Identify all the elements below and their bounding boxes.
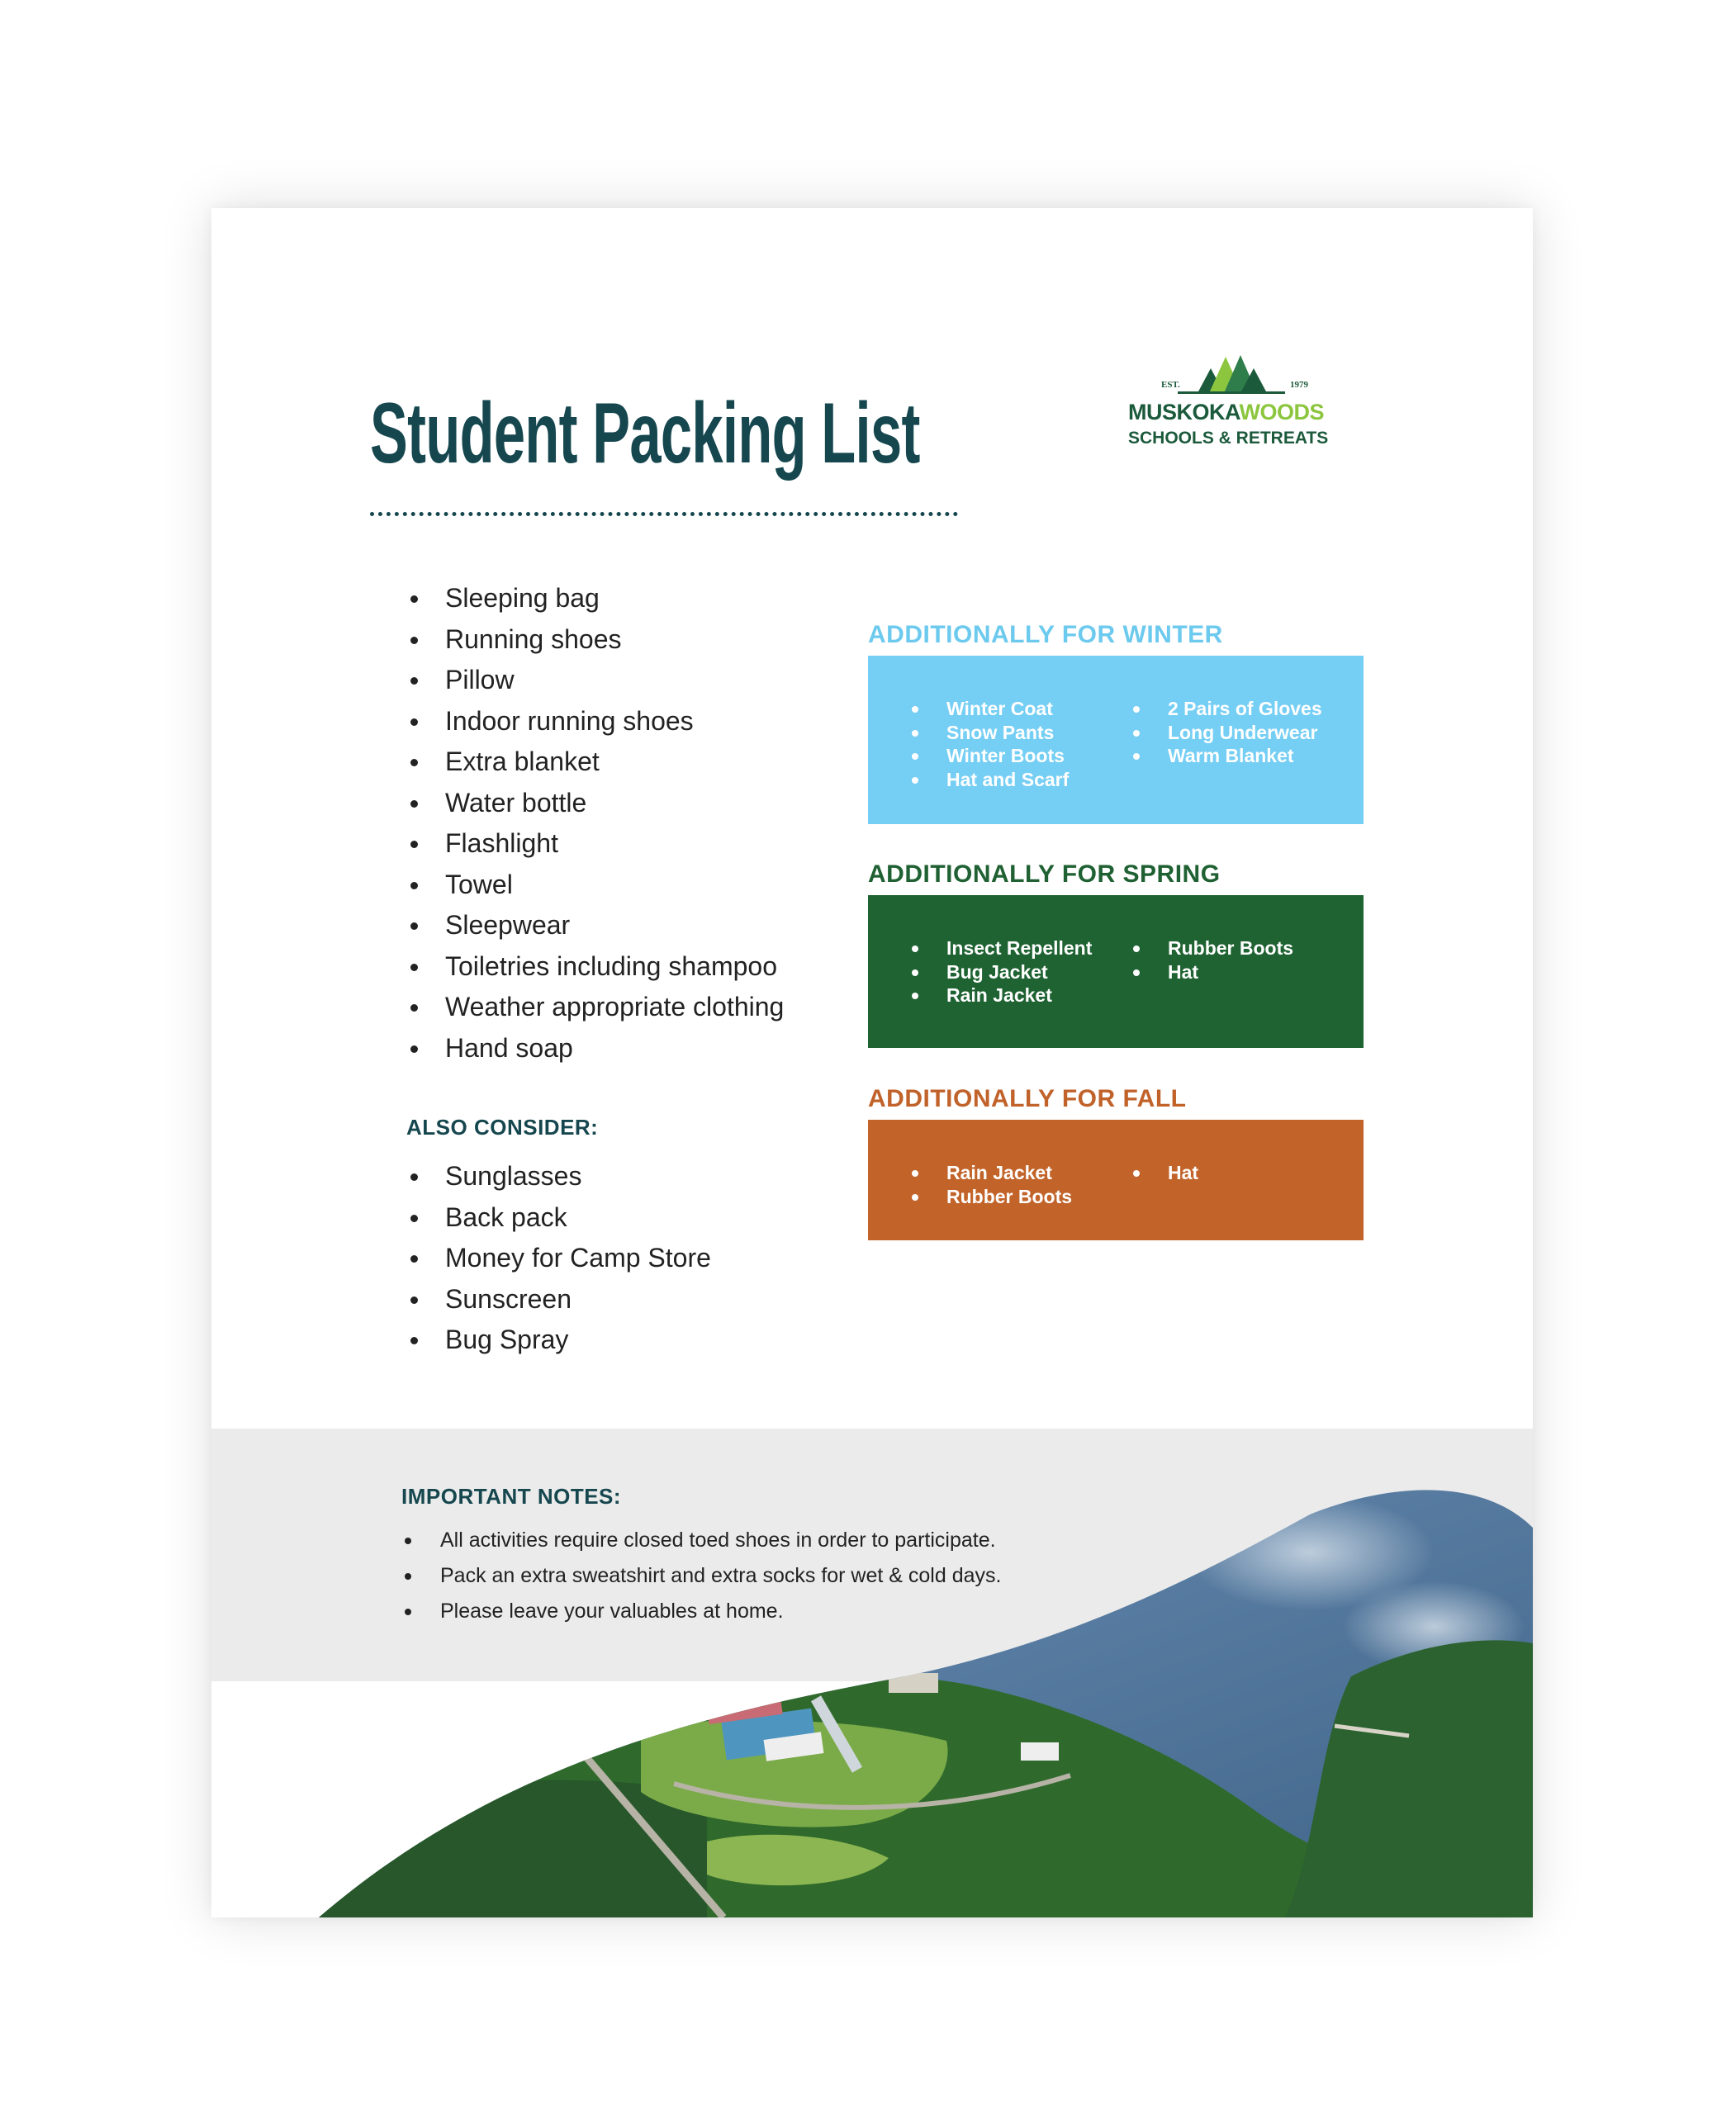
fall-heading: ADDITIONALLY FOR FALL [868,1085,1187,1112]
list-item: Winter Boots [908,744,1069,768]
winter-section [868,618,1364,790]
list-item: Extra blanket [406,742,784,783]
fall-list-left [908,1161,1072,1208]
important-notes-list [401,1523,1001,1629]
list-item: Sunscreen [406,1279,711,1320]
muskoka-woods-logo [1128,350,1340,457]
list-item: Rain Jacket [908,984,1092,1007]
list-item: Insect Repellent [908,936,1092,960]
important-notes-heading: IMPORTANT NOTES: [401,1484,622,1509]
list-item: Winter Coat [908,697,1069,721]
list-item: Towel [406,865,784,906]
logo-wordmark [1128,400,1340,425]
packing-list [406,578,784,1069]
list-item: Hand soap [406,1028,784,1069]
fall-list-right [1129,1161,1198,1185]
logo-est-label: EST. [1161,380,1180,390]
list-item: Sleepwear [406,905,784,946]
also-consider-heading: ALSO CONSIDER: [406,1115,599,1140]
winter-list-left [908,697,1069,791]
winter-box [868,656,1364,824]
list-item: Running shoes [406,619,784,661]
spring-box [868,895,1364,1048]
list-item: Sleeping bag [406,578,784,619]
list-item: Snow Pants [908,721,1069,745]
list-item: Pillow [406,660,784,701]
list-item: Hat and Scarf [908,768,1069,792]
list-item: Sunglasses [406,1156,711,1197]
list-item: Rubber Boots [908,1185,1072,1209]
list-item: Money for Camp Store [406,1238,711,1279]
list-item: Indoor running shoes [406,701,784,742]
dotted-divider [370,512,958,516]
logo-year-label: 1979 [1290,380,1308,390]
list-item: Toiletries including shampoo [406,946,784,988]
spring-section [868,857,1364,1006]
list-item: Warm Blanket [1129,744,1322,768]
list-item: Back pack [406,1197,711,1239]
spring-heading: ADDITIONALLY FOR SPRING [868,860,1221,888]
also-consider-list [406,1156,711,1361]
list-item: Pack an extra sweatshirt and extra socks for wet & cold days. [401,1558,1001,1594]
list-item: Weather appropriate clothing [406,987,784,1028]
list-item: Please leave your valuables at home. [401,1594,1001,1629]
fall-section [868,1082,1364,1207]
spring-list-right [1129,936,1293,984]
list-item: Flashlight [406,823,784,865]
list-item: Bug Spray [406,1320,711,1361]
page-title: Student Packing List [370,386,920,481]
logo-woods: WOODS [1239,400,1325,424]
list-item: Hat [1129,1161,1198,1185]
list-item: Water bottle [406,783,784,824]
list-item: 2 Pairs of Gloves [1129,697,1322,721]
winter-heading: ADDITIONALLY FOR WINTER [868,621,1223,648]
logo-muskoka: MUSKOKA [1128,400,1240,424]
list-item: Bug Jacket [908,960,1092,984]
fall-box [868,1120,1364,1240]
list-item: Rain Jacket [908,1161,1072,1185]
logo-subtitle: SCHOOLS & RETREATS [1128,429,1329,448]
winter-list-right [1129,697,1322,768]
list-item: Long Underwear [1129,721,1322,745]
spring-list-left [908,936,1092,1007]
list-item: All activities require closed toed shoes in order to participate. [401,1523,1001,1558]
list-item: Hat [1129,960,1293,984]
packing-list-page [211,208,1533,1917]
pine-trees-icon [1128,350,1340,400]
list-item: Rubber Boots [1129,936,1293,960]
